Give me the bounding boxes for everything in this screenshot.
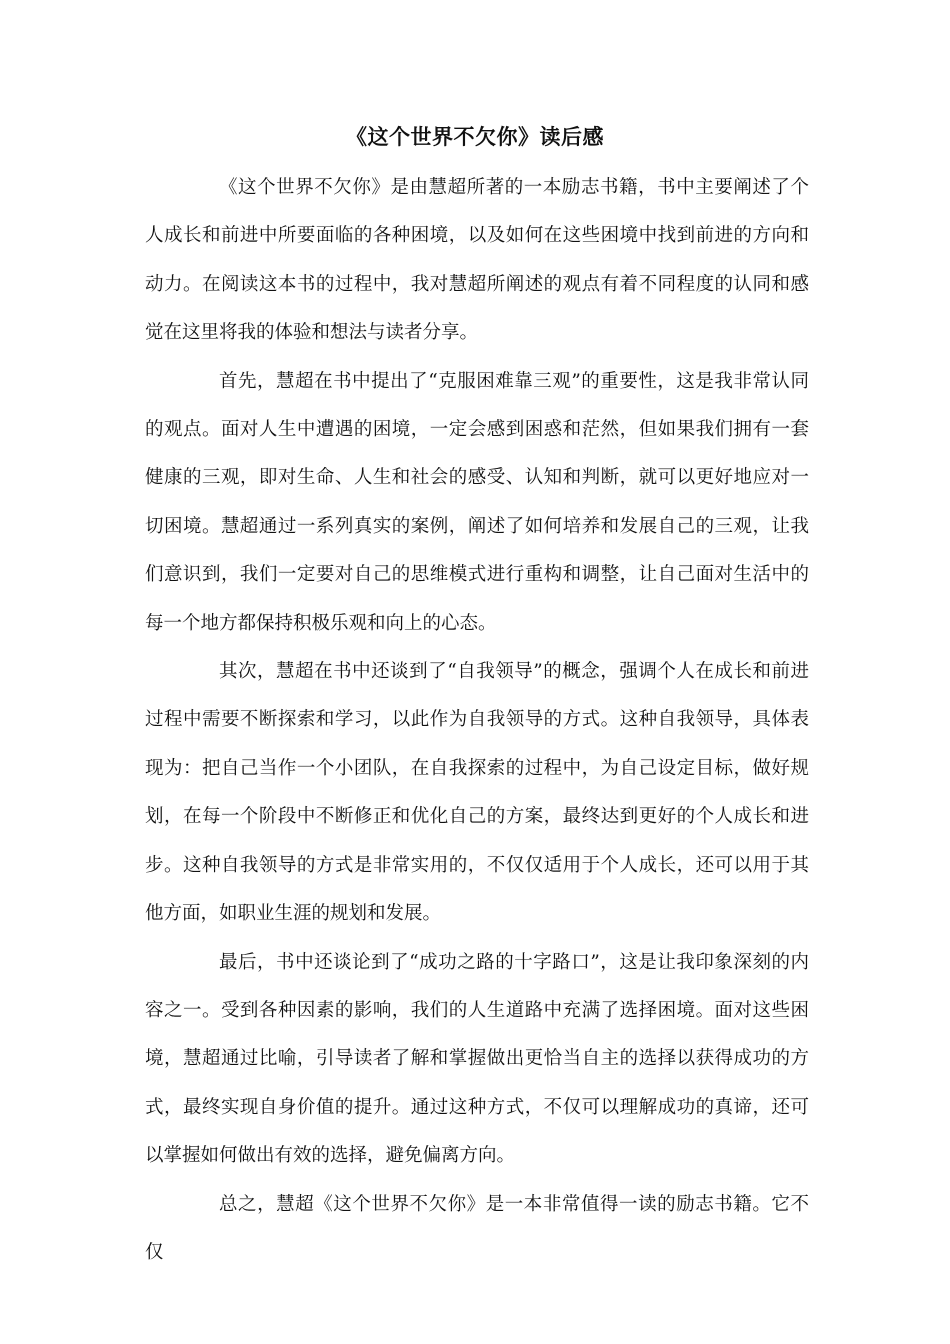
paragraph-second-point: 其次，慧超在书中还谈到了“自我领导”的概念，强调个人在成长和前进过程中需要不断探索和学习，以此作为自我领导的方式。这种自我领导，具体表现为：把自己当作一个小团队，在自我探索的过程中，为自己设定目标，做好规划，在每一个阶段中不断修正和优化自己的方案，最终达到更好的个人成长和进步。这种自我领导的方式是非常实用的，不仅仅适用于个人成长，还可以用于其他方面，如职业生涯的规划和发展。 [145,661,809,925]
paragraph-final-point: 最后，书中还谈论到了“成功之路的十字路口”，这是让我印象深刻的内容之一。受到各种因素的影响，我们的人生道路中充满了选择困境。面对这些困境，慧超通过比喻，引导读者了解和掌握做出更恰当自主的选择以获得成功的方式，最终实现自身价值的提升。通过这种方式，不仅可以理解成功的真谛，还可以掌握如何做出有效的选择，避免偏离方向。 [145,951,809,1167]
paragraph-first-point: 首先，慧超在书中提出了“克服困难靠三观”的重要性，这是我非常认同的观点。面对人生中遭遇的困境，一定会感到困惑和茫然，但如果我们拥有一套健康的三观，即对生命、人生和社会的感受、认知和判断，就可以更好地应对一切困境。慧超通过一系列真实的案例，阐述了如何培养和发展自己的三观，让我们意识到，我们一定要对自己的思维模式进行重构和调整，让自己面对生活中的每一个地方都保持积极乐观和向上的心态。 [145,370,809,634]
document-title: 《这个世界不欠你》读后感 [346,124,604,149]
document-body [145,164,809,1277]
paragraph-intro: 《这个世界不欠你》是由慧超所著的一本励志书籍，书中主要阐述了个人成长和前进中所要面临的各种困境，以及如何在这些困境中找到前进的方向和动力。在阅读这本书的过程中，我对慧超所阐述的观点有着不同程度的认同和感觉在这里将我的体验和想法与读者分享。 [145,177,809,344]
paragraph-conclusion: 总之，慧超《这个世界不欠你》是一本非常值得一读的励志书籍。它不仅 [145,1193,809,1263]
